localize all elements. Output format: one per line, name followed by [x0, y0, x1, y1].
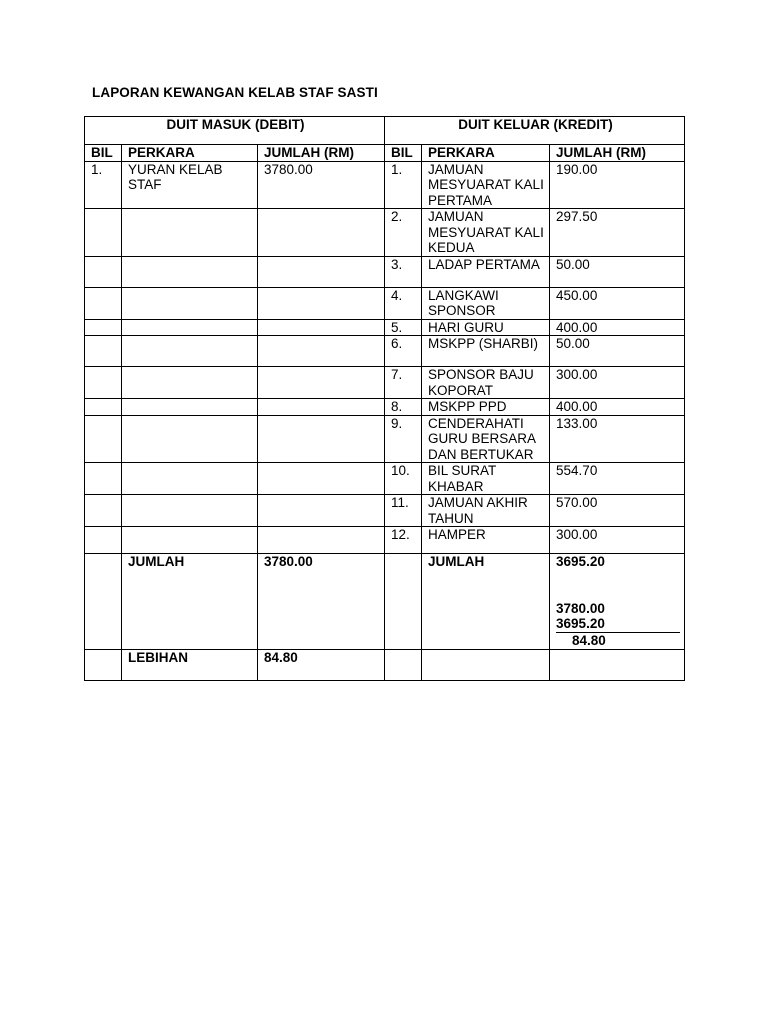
empty-cell: [122, 287, 258, 319]
kredit-bil-cell: 6.: [385, 336, 422, 367]
kredit-bil-cell: 7.: [385, 367, 422, 399]
calc-kredit-value: 3695.20: [556, 616, 605, 631]
kredit-bil-cell: 2.: [385, 209, 422, 257]
empty-cell: [122, 527, 258, 554]
kredit-perkara-cell: JAMUAN AKHIR TAHUN: [422, 495, 550, 527]
table-row: [85, 399, 685, 416]
empty-cell: [122, 495, 258, 527]
debit-section-heading: DUIT MASUK (DEBIT): [85, 117, 385, 145]
kredit-jumlah-cell: 400.00: [550, 319, 685, 336]
totals-row: [85, 554, 685, 650]
debit-bil-header: BIL: [85, 145, 122, 162]
kredit-jumlah-cell: 297.50: [550, 209, 685, 257]
empty-cell: [85, 495, 122, 527]
kredit-perkara-cell: SPONSOR BAJU KOPORAT: [422, 367, 550, 399]
column-header-row: [85, 145, 685, 162]
kredit-perkara-cell: MSKPP (SHARBI): [422, 336, 550, 367]
kredit-jumlah-cell: 300.00: [550, 527, 685, 554]
empty-cell: [122, 415, 258, 463]
empty-cell: [85, 554, 122, 650]
kredit-jumlah-cell: 554.70: [550, 463, 685, 495]
table-row: [85, 463, 685, 495]
empty-cell: [422, 650, 550, 681]
kredit-section-heading: DUIT KELUAR (KREDIT): [385, 117, 685, 145]
kredit-bil-cell: 10.: [385, 463, 422, 495]
empty-cell: [122, 256, 258, 287]
empty-cell: [85, 650, 122, 681]
kredit-perkara-cell: BIL SURAT KHABAR: [422, 463, 550, 495]
empty-cell: [258, 463, 385, 495]
table-row: [85, 161, 685, 209]
debit-perkara-cell: YURAN KELAB STAF: [122, 161, 258, 209]
kredit-bil-cell: 12.: [385, 527, 422, 554]
kredit-bil-cell: 3.: [385, 256, 422, 287]
kredit-perkara-cell: HAMPER: [422, 527, 550, 554]
empty-cell: [258, 287, 385, 319]
kredit-perkara-cell: HARI GURU: [422, 319, 550, 336]
empty-cell: [85, 287, 122, 319]
empty-cell: [122, 367, 258, 399]
calc-result-value: 84.80: [572, 632, 606, 648]
kredit-bil-cell: 8.: [385, 399, 422, 416]
empty-cell: [258, 367, 385, 399]
kredit-jumlah-cell: 400.00: [550, 399, 685, 416]
kredit-total-value: 3695.20: [556, 554, 605, 569]
empty-cell: [85, 415, 122, 463]
table-row: [85, 287, 685, 319]
empty-cell: [85, 336, 122, 367]
financial-report-table: [84, 116, 685, 681]
empty-cell: [550, 650, 685, 681]
kredit-perkara-cell: LADAP PERTAMA: [422, 256, 550, 287]
kredit-jumlah-cell: 300.00: [550, 367, 685, 399]
debit-jumlah-cell: 3780.00: [258, 161, 385, 209]
empty-cell: [85, 256, 122, 287]
empty-cell: [258, 495, 385, 527]
empty-cell: [258, 256, 385, 287]
empty-cell: [122, 463, 258, 495]
debit-bil-cell: 1.: [85, 161, 122, 209]
kredit-perkara-cell: JAMUAN MESYUARAT KALI PERTAMA: [422, 161, 550, 209]
kredit-jumlah-cell: 570.00: [550, 495, 685, 527]
empty-cell: [122, 336, 258, 367]
kredit-jumlah-cell: 133.00: [550, 415, 685, 463]
empty-cell: [85, 319, 122, 336]
empty-cell: [85, 209, 122, 257]
table-row: [85, 495, 685, 527]
kredit-perkara-cell: CENDERAHATI GURU BERSARA DAN BERTUKAR: [422, 415, 550, 463]
kredit-bil-cell: 11.: [385, 495, 422, 527]
kredit-jumlah-cell: 190.00: [550, 161, 685, 209]
empty-cell: [258, 209, 385, 257]
empty-cell: [85, 527, 122, 554]
kredit-bil-cell: 1.: [385, 161, 422, 209]
table-row: [85, 527, 685, 554]
debit-total-label: JUMLAH: [122, 554, 258, 650]
table-row: [85, 319, 685, 336]
empty-cell: [85, 463, 122, 495]
debit-total-value: 3780.00: [258, 554, 385, 650]
empty-cell: [122, 319, 258, 336]
table-row: [85, 336, 685, 367]
empty-cell: [85, 367, 122, 399]
empty-cell: [385, 554, 422, 650]
kredit-bil-cell: 4.: [385, 287, 422, 319]
empty-cell: [385, 650, 422, 681]
kredit-jumlah-cell: 50.00: [550, 336, 685, 367]
kredit-jumlah-cell: 450.00: [550, 287, 685, 319]
surplus-label: LEBIHAN: [122, 650, 258, 681]
kredit-jumlah-header: JUMLAH (RM): [550, 145, 685, 162]
kredit-jumlah-cell: 50.00: [550, 256, 685, 287]
table-row: [85, 415, 685, 463]
calc-debit-value: 3780.00: [556, 600, 605, 616]
kredit-perkara-cell: MSKPP PPD: [422, 399, 550, 416]
empty-cell: [258, 527, 385, 554]
table-row: [85, 209, 685, 257]
empty-cell: [122, 399, 258, 416]
empty-cell: [258, 336, 385, 367]
kredit-bil-cell: 9.: [385, 415, 422, 463]
empty-cell: [258, 319, 385, 336]
table-row: [85, 367, 685, 399]
empty-cell: [258, 415, 385, 463]
kredit-total-label: JUMLAH: [422, 554, 550, 650]
kredit-perkara-cell: LANGKAWI SPONSOR: [422, 287, 550, 319]
report-title: LAPORAN KEWANGAN KELAB STAF SASTI: [92, 85, 378, 100]
surplus-row: [85, 650, 685, 681]
kredit-perkara-cell: JAMUAN MESYUARAT KALI KEDUA: [422, 209, 550, 257]
kredit-bil-cell: 5.: [385, 319, 422, 336]
empty-cell: [258, 399, 385, 416]
empty-cell: [122, 209, 258, 257]
debit-perkara-header: PERKARA: [122, 145, 258, 162]
kredit-bil-header: BIL: [385, 145, 422, 162]
empty-cell: [85, 399, 122, 416]
surplus-value: 84.80: [258, 650, 385, 681]
kredit-perkara-header: PERKARA: [422, 145, 550, 162]
debit-jumlah-header: JUMLAH (RM): [258, 145, 385, 162]
kredit-total-cell: [550, 554, 685, 650]
table-row: [85, 256, 685, 287]
section-header-row: [85, 117, 685, 145]
